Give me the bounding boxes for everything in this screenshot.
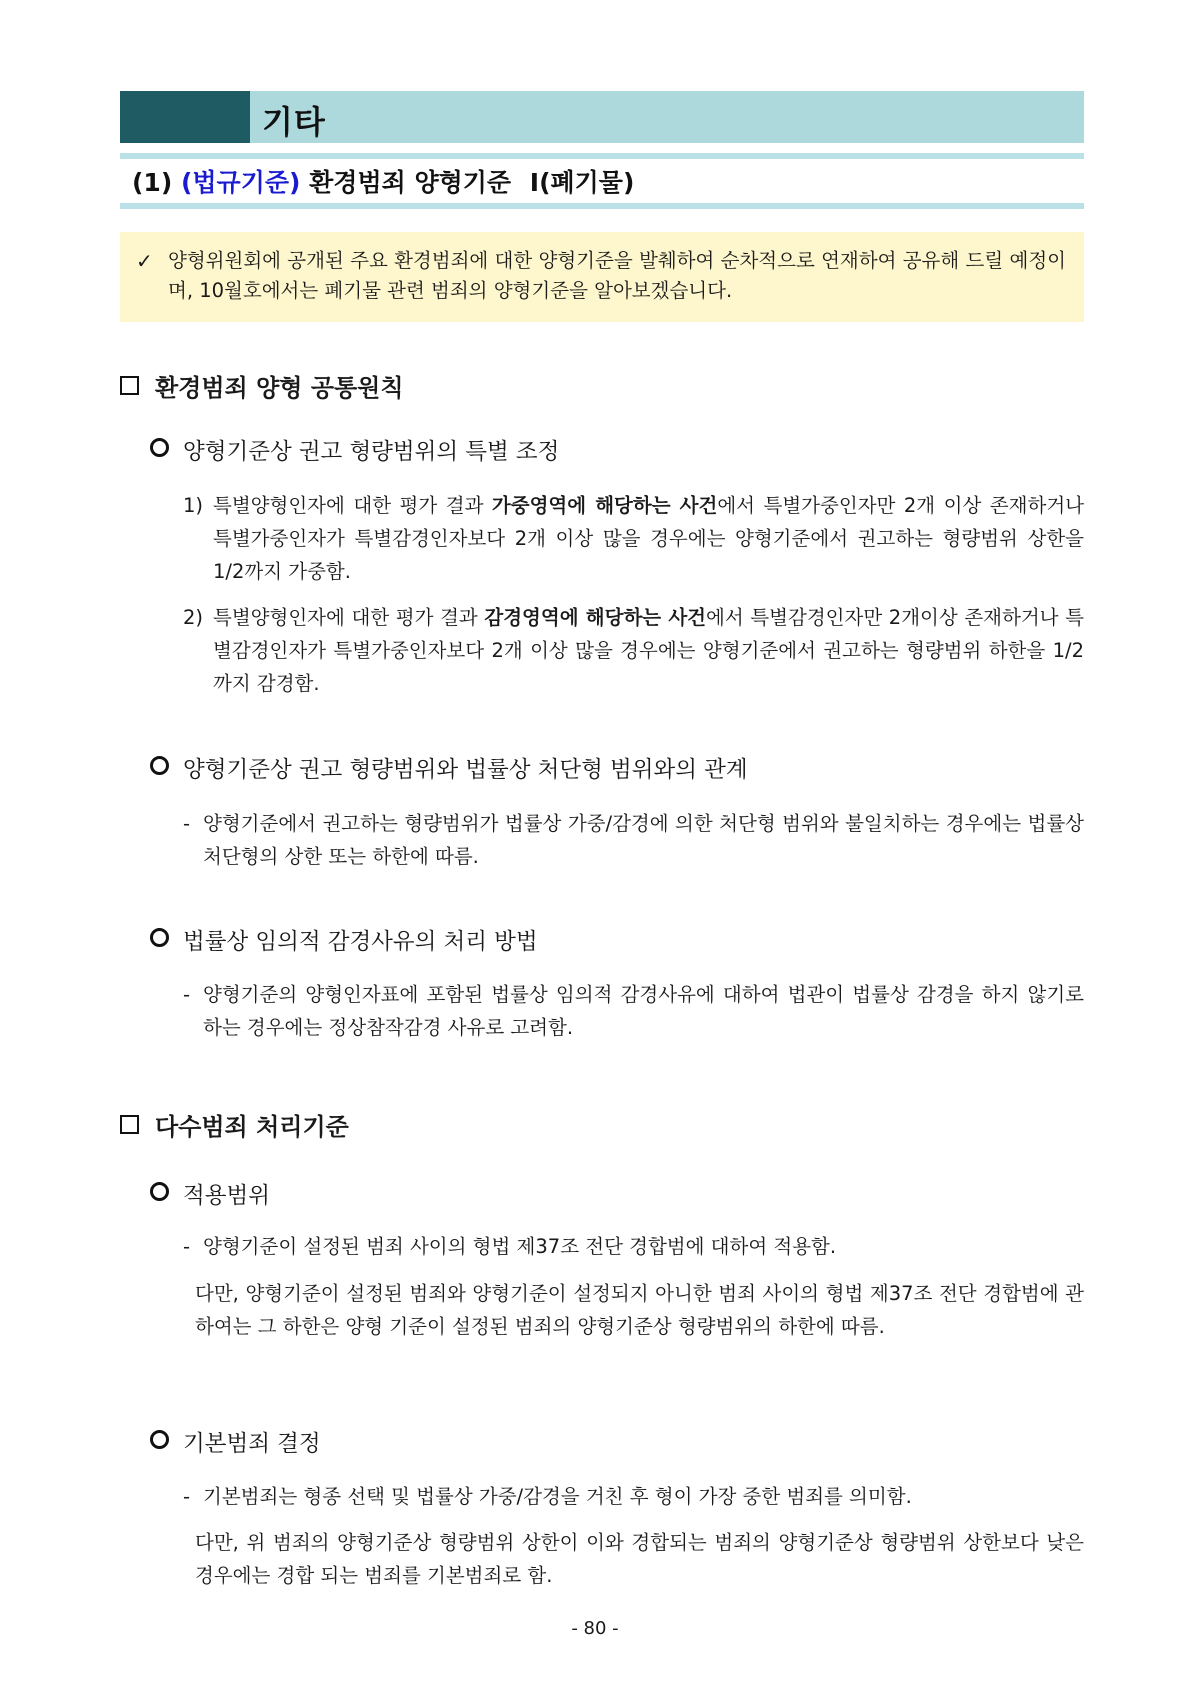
- list-item: [183, 807, 1084, 873]
- item-text: 양형기준에서 권고하는 형량범위가 법률상 가중/감경에 의한 처단형 범위와 불일치하는 경우에는 법률상 처단형의 상한 또는 하한에 따름.: [203, 812, 1084, 868]
- checkmark-icon: ✓: [136, 249, 153, 273]
- item-text: 특별양형인자에 대한 평가 결과 가중영역에 해당하는 사건에서 특별가중인자만 2개 이상 존재하거나 특별가중인자가 특별감경인자보다 2개 이상 많을 경우에는 양형기준에서 권고하는 형량범위 상한을 1/2까지 가중함.: [213, 494, 1084, 583]
- subsection-title: 기본범죄 결정: [183, 1431, 321, 1457]
- law-tag: (법규기준): [180, 168, 301, 197]
- circle-bullet-icon: [150, 928, 169, 947]
- subsection-title: 양형기준상 권고 형량범위와 법률상 처단형 범위와의 관계: [183, 757, 748, 783]
- circle-bullet-icon: [150, 1182, 169, 1201]
- circle-bullet-icon: [150, 1430, 169, 1449]
- subsection-heading: [150, 924, 538, 956]
- subsection-title: 양형기준상 권고 형량범위의 특별 조정: [183, 439, 560, 465]
- dash-bullet: -: [183, 983, 191, 1006]
- circle-bullet-icon: [150, 438, 169, 457]
- subsection-title: 적용범위: [183, 1183, 270, 1209]
- subsection-heading: [150, 1426, 321, 1458]
- list-item: [183, 978, 1084, 1044]
- article-title: [132, 163, 634, 199]
- chapter-header-bar: [120, 91, 1084, 143]
- square-bullet-icon: [120, 1115, 139, 1134]
- notice-text: 양형위원회에 공개된 주요 환경범죄에 대한 양형기준을 발췌하여 순차적으로 연재하여 공유해 드릴 예정이며, 10월호에서는 폐기물 관련 범죄의 양형기준을 알아보겠습니다.: [168, 249, 1066, 302]
- article-heading: 환경범죄 양형기준: [309, 168, 512, 197]
- subsection-heading: [150, 752, 748, 784]
- chapter-title: 기타: [262, 103, 326, 141]
- dash-bullet: -: [183, 812, 191, 835]
- header-accent-block: [120, 91, 250, 143]
- item-text: 양형기준의 양형인자표에 포함된 법률상 임의적 감경사유에 대하여 법관이 법률상 감경을 하지 않기로 하는 경우에는 정상참작감경 사유로 고려함.: [203, 983, 1084, 1039]
- note-paragraph: 다만, 위 범죄의 양형기준상 형량범위 상한이 이와 경합되는 범죄의 양형기준상 형량범위 상한보다 낮은 경우에는 경합 되는 범죄를 기본범죄로 함.: [195, 1531, 1084, 1587]
- item-text: 기본범죄는 형종 선택 및 법률상 가중/감경을 거친 후 형이 가장 중한 범죄를 의미함.: [203, 1485, 912, 1508]
- list-item: [183, 1480, 1084, 1513]
- subsection-heading: [150, 434, 559, 466]
- section-title: 환경범죄 양형 공통원칙: [155, 374, 404, 402]
- section-title: 다수범죄 처리기준: [155, 1113, 349, 1141]
- article-topic: (폐기물): [539, 168, 635, 197]
- circle-bullet-icon: [150, 756, 169, 775]
- list-item: [183, 1230, 1084, 1263]
- roman-numeral: Ⅰ: [529, 168, 540, 197]
- subsection-title: 법률상 임의적 감경사유의 처리 방법: [183, 929, 538, 955]
- square-bullet-icon: [120, 376, 139, 395]
- list-item: [183, 489, 1084, 588]
- section-heading: [120, 368, 404, 403]
- dash-bullet: -: [183, 1485, 191, 1508]
- note-paragraph: 다만, 양형기준이 설정된 범죄와 양형기준이 설정되지 아니한 범죄 사이의 형법 제37조 전단 경합범에 관하여는 그 하한은 양형 기준이 설정된 범죄의 양형기준상 형량범위의 하한에 따름.: [195, 1282, 1084, 1338]
- dash-bullet: -: [183, 1235, 191, 1258]
- item-number: 2): [183, 606, 204, 629]
- divider-bottom: [120, 203, 1084, 209]
- article-number: (1): [132, 168, 173, 197]
- section-heading: [120, 1107, 349, 1142]
- page-number: - 80 -: [571, 1618, 619, 1639]
- notice-box: [120, 232, 1084, 322]
- item-number: 1): [183, 494, 204, 517]
- divider-top: [120, 153, 1084, 159]
- subsection-heading: [150, 1178, 270, 1210]
- item-text: 특별양형인자에 대한 평가 결과 감경영역에 해당하는 사건에서 특별감경인자만 2개이상 존재하거나 특별감경인자가 특별가중인자보다 2개 이상 많을 경우에는 양형기준에서 권고하는 형량범위 하한을 1/2까지 감경함.: [213, 606, 1084, 695]
- list-item: [183, 601, 1084, 700]
- item-text: 양형기준이 설정된 범죄 사이의 형법 제37조 전단 경합범에 대하여 적용함.: [203, 1235, 837, 1258]
